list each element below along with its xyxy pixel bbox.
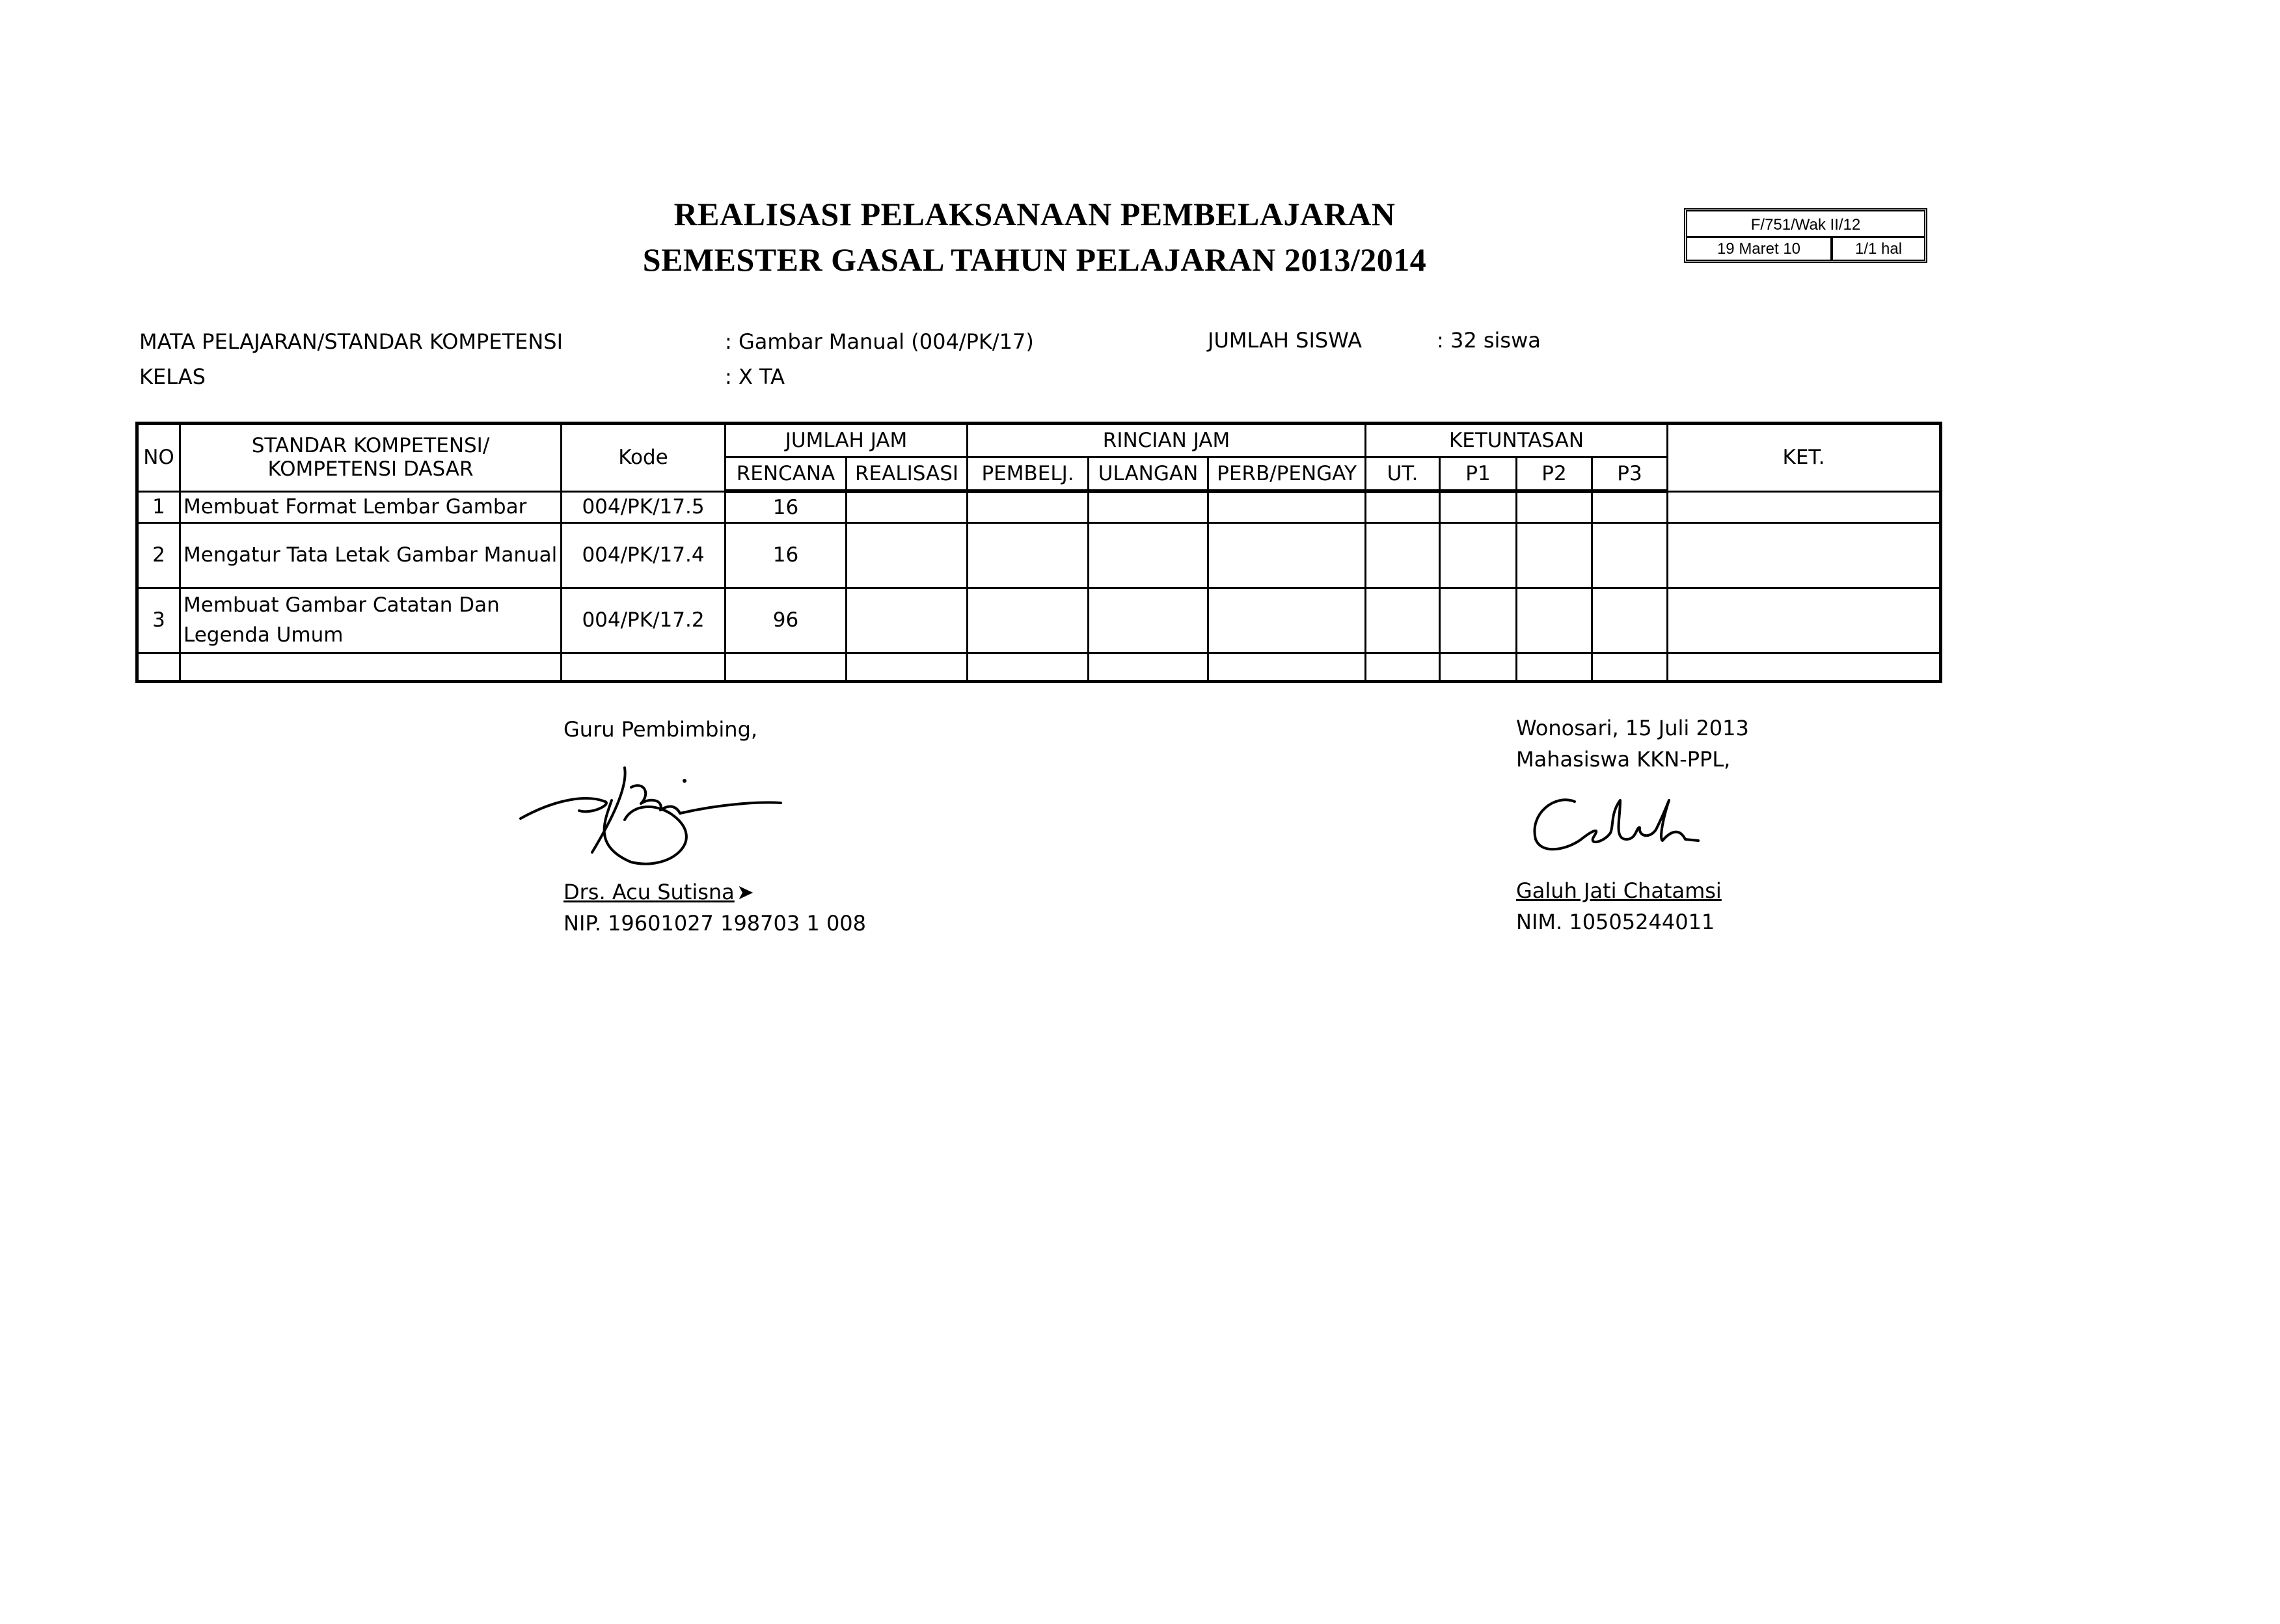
- row-ket: [1668, 522, 1941, 588]
- row-no: 3: [137, 588, 180, 653]
- header-standard: [180, 424, 562, 492]
- row-ut: [1366, 491, 1440, 522]
- header-ut: UT.: [1366, 457, 1440, 492]
- row-perb: [1208, 522, 1366, 588]
- table-row: [137, 522, 1941, 588]
- row-code: 004/PK/17.2: [562, 588, 726, 653]
- row-code: 004/PK/17.5: [562, 491, 726, 522]
- class-label: KELAS: [139, 364, 206, 389]
- header-ulangan: ULANGAN: [1089, 457, 1208, 492]
- row-ulangan: [1089, 491, 1208, 522]
- students-value: : 32 siswa: [1437, 328, 1541, 353]
- row-standard: [180, 588, 562, 653]
- document-title-line2: SEMESTER GASAL TAHUN PELAJARAN 2013/2014: [642, 241, 1427, 278]
- row-p1: [1440, 491, 1517, 522]
- row-perb: [1208, 491, 1366, 522]
- form-code: F/751/Wak II/12: [1687, 211, 1924, 238]
- row-p2: [1517, 491, 1592, 522]
- row-p2: [1517, 522, 1592, 588]
- left-signer-role: Guru Pembimbing,: [563, 717, 758, 742]
- table-header-row: [137, 424, 1941, 457]
- header-rincian-jam: RINCIAN JAM: [968, 424, 1366, 457]
- row-pembelj: [968, 491, 1089, 522]
- arrow-mark-icon: ➤: [737, 880, 754, 904]
- header-ket: KET.: [1668, 424, 1941, 492]
- row-rencana: 96: [726, 588, 847, 653]
- row-ulangan: [1089, 588, 1208, 653]
- right-signer-nim: NIM. 10505244011: [1516, 910, 1715, 934]
- table-row: [137, 588, 1941, 653]
- header-code: Kode: [562, 424, 726, 492]
- row-ket: [1668, 588, 1941, 653]
- row-ut: [1366, 588, 1440, 653]
- students-label: JUMLAH SISWA: [1208, 328, 1362, 353]
- row-no: 2: [137, 522, 180, 588]
- form-date: 19 Maret 10: [1687, 238, 1833, 260]
- right-signer-name: Galuh Jati Chatamsi: [1516, 878, 1722, 903]
- row-realisasi: [847, 588, 968, 653]
- row-realisasi: [847, 522, 968, 588]
- header-realisasi: REALISASI: [847, 457, 968, 492]
- header-ketuntasan: KETUNTASAN: [1366, 424, 1668, 457]
- row-perb: [1208, 588, 1366, 653]
- row-p3: [1592, 522, 1668, 588]
- document-title-line1: REALISASI PELAKSANAAN PEMBELAJARAN: [673, 196, 1396, 232]
- row-realisasi: [847, 491, 968, 522]
- header-standard-line1: STANDAR KOMPETENSI/: [251, 434, 490, 458]
- left-signer-name: Drs. Acu Sutisna: [563, 880, 735, 904]
- right-signature-image: [1523, 787, 1705, 859]
- row-standard: Mengatur Tata Letak Gambar Manual: [180, 522, 562, 588]
- right-signer-role: Mahasiswa KKN-PPL,: [1516, 747, 1731, 772]
- row-p3: [1592, 491, 1668, 522]
- header-p3: P3: [1592, 457, 1668, 492]
- row-standard: Membuat Format Lembar Gambar: [180, 491, 562, 522]
- form-code-box: [1684, 208, 1927, 263]
- class-value: : X TA: [725, 364, 785, 389]
- row-no: 1: [137, 491, 180, 522]
- row-standard-line1: Membuat Gambar Catatan Dan: [183, 593, 500, 617]
- form-page: 1/1 hal: [1854, 240, 1903, 258]
- left-signer-nip: NIP. 19601027 198703 1 008: [563, 911, 867, 936]
- row-p1: [1440, 522, 1517, 588]
- row-rencana: 16: [726, 522, 847, 588]
- left-signature-image: [514, 742, 787, 872]
- row-ket: [1668, 491, 1941, 522]
- header-no: NO: [137, 424, 180, 492]
- subject-value: : Gambar Manual (004/PK/17): [725, 329, 1034, 354]
- realization-table: [135, 422, 1942, 683]
- header-pembelj: PEMBELJ.: [968, 457, 1089, 492]
- row-rencana: 16: [726, 491, 847, 522]
- table-row: [137, 491, 1941, 522]
- header-p1: P1: [1440, 457, 1517, 492]
- header-rencana: RENCANA: [726, 457, 847, 492]
- row-ulangan: [1089, 522, 1208, 588]
- place-date: Wonosari, 15 Juli 2013: [1516, 716, 1749, 740]
- table-row-empty: [137, 653, 1941, 681]
- row-p3: [1592, 588, 1668, 653]
- row-pembelj: [968, 588, 1089, 653]
- row-code: 004/PK/17.4: [562, 522, 726, 588]
- header-jumlah-jam: JUMLAH JAM: [726, 424, 968, 457]
- header-p2: P2: [1517, 457, 1592, 492]
- row-standard-line2: Legenda Umum: [183, 623, 344, 647]
- row-pembelj: [968, 522, 1089, 588]
- row-p2: [1517, 588, 1592, 653]
- header-perb-pengay: PERB/PENGAY: [1208, 457, 1366, 492]
- subject-label: MATA PELAJARAN/STANDAR KOMPETENSI: [139, 329, 563, 354]
- header-standard-line2: KOMPETENSI DASAR: [267, 457, 474, 481]
- row-ut: [1366, 522, 1440, 588]
- row-p1: [1440, 588, 1517, 653]
